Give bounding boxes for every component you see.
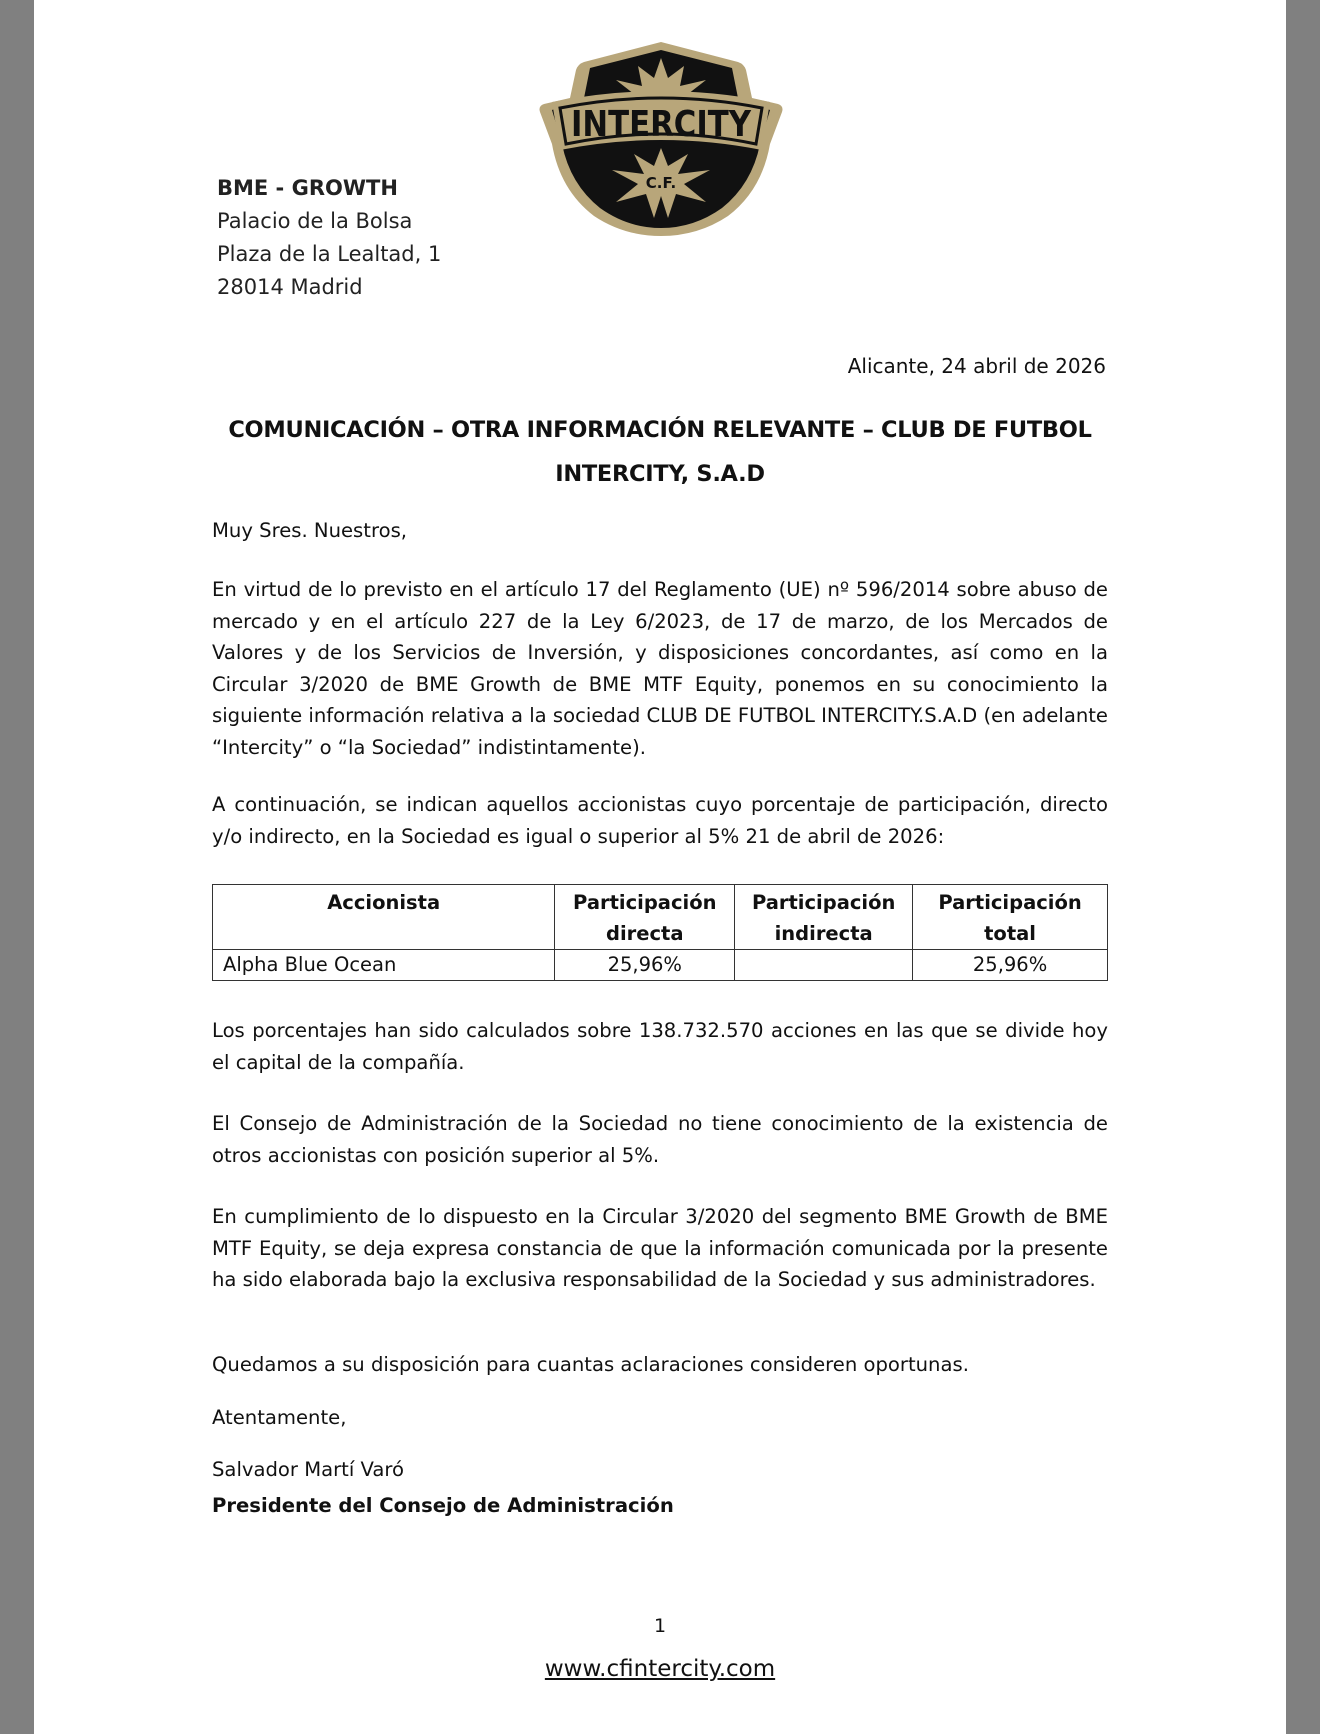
closing-paragraph: Quedamos a su disposición para cuantas aclaraciones consideren oportunas. — [212, 1353, 969, 1376]
cell-indirecta — [735, 950, 913, 981]
table-row — [213, 950, 1108, 981]
recipient-name: BME - GROWTH — [217, 176, 398, 200]
signatory-name: Salvador Martí Varó — [212, 1458, 405, 1481]
page-number: 1 — [653, 1615, 667, 1637]
logo-subtitle: C.F. — [645, 174, 677, 192]
title-line-2: INTERCITY, S.A.D — [555, 461, 765, 487]
board-paragraph: El Consejo de Administración de la Sociedad no tiene conocimiento de la existencia de otros accionistas con posición superior al 5%. — [212, 1112, 1108, 1167]
shareholders-intro-paragraph: A continuación, se indican aquellos accionistas cuyo porcentaje de participación, directo y/o indirecto, en la Sociedad es igual o superior al 5% 21 de abril de 2026: — [212, 793, 1108, 848]
cell-directa: 25,96% — [555, 950, 735, 981]
address-line: Palacio de la Bolsa — [217, 209, 413, 233]
address-line: Plaza de la Lealtad, 1 — [217, 242, 442, 266]
document-date: Alicante, 24 abril de 2026 — [847, 354, 1106, 378]
compliance-paragraph: En cumplimiento de lo dispuesto en la Circular 3/2020 del segmento BME Growth de BME MTF Equity, se deja expresa constancia de que la información comunicada por la presente ha sido elaborada bajo la exclusiva responsabilidad de la Sociedad y sus administradores. — [212, 1205, 1108, 1291]
address-line: 28014 Madrid — [217, 275, 363, 299]
header-participacion-directa: Participación directa — [555, 885, 735, 950]
title-line-1: COMUNICACIÓN – OTRA INFORMACIÓN RELEVANTE – CLUB DE FUTBOL — [228, 417, 1092, 443]
intercity-logo — [538, 40, 784, 238]
cell-total: 25,96% — [913, 950, 1108, 981]
document-page — [34, 0, 1286, 1734]
header-participacion-indirecta: Participación indirecta — [735, 885, 913, 950]
website-link[interactable]: www.cfintercity.com — [544, 1656, 776, 1682]
header-accionista: Accionista — [213, 885, 555, 950]
header-participacion-total: Participación total — [913, 885, 1108, 950]
greeting: Muy Sres. Nuestros, — [212, 519, 407, 542]
intro-paragraph: En virtud de lo previsto en el artículo 17 del Reglamento (UE) nº 596/2014 sobre abuso de mercado y en el artículo 227 de la Ley 6/2023, de 17 de marzo, de los Mercados de Valores y de los Servicios de Inversión, y disposiciones concordantes, así como en la Circular 3/2020 de BME Growth de BME MTF Equity, ponemos en su conocimiento la siguiente información relativa a la sociedad CLUB DE FUTBOL INTERCITY.S.A.D (en adelante “Intercity” o “la Sociedad” indistintamente). — [212, 578, 1108, 759]
signatory-role: Presidente del Consejo de Administración — [212, 1494, 674, 1517]
signoff: Atentamente, — [212, 1406, 347, 1429]
website-footer — [34, 1656, 1286, 1682]
shareholders-table — [212, 884, 1108, 981]
table-header-row — [213, 885, 1108, 950]
document-title — [212, 408, 1108, 496]
logo-wordmark: INTERCITY — [571, 104, 752, 145]
calculation-paragraph: Los porcentajes han sido calculados sobre 138.732.570 acciones en las que se divide hoy el capital de la compañía. — [212, 1019, 1108, 1074]
recipient-address — [217, 172, 441, 304]
cell-accionista: Alpha Blue Ocean — [213, 950, 555, 981]
